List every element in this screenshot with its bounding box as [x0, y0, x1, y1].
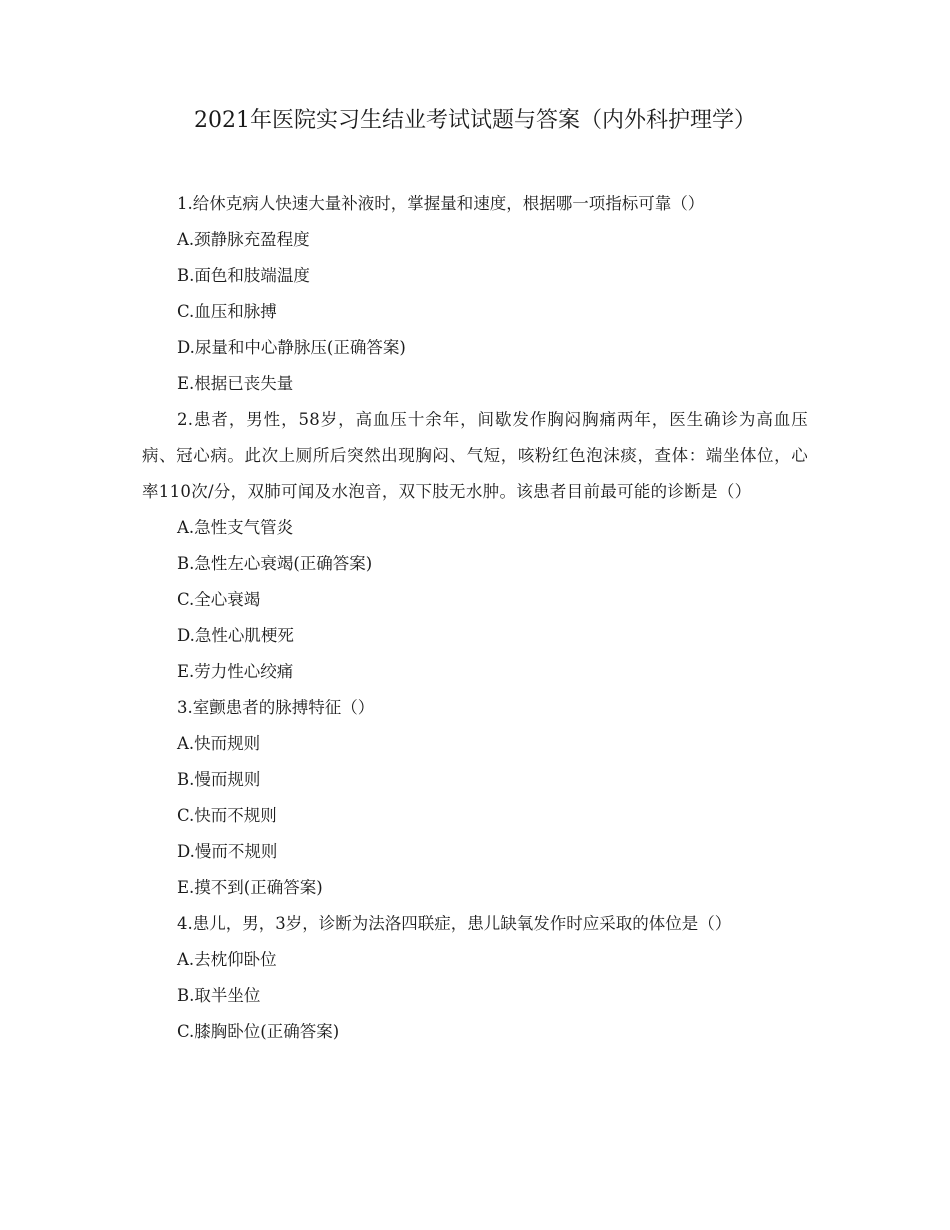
question-2-option-c: C.全心衰竭: [177, 590, 261, 609]
question-4-option-a: A.去枕仰卧位: [177, 950, 277, 969]
question-4-stem: 4.患儿，男，3岁，诊断为法洛四联症，患儿缺氧发作时应采取的体位是（）: [177, 914, 732, 933]
question-1-option-e: E.根据已丧失量: [177, 374, 294, 393]
question-3-option-c: C.快而不规则: [177, 806, 277, 825]
question-1-option-b: B.面色和肢端温度: [177, 266, 310, 285]
question-3-stem: 3.室颤患者的脉搏特征（）: [177, 698, 375, 717]
question-2-option-b: B.急性左心衰竭(正确答案): [177, 554, 373, 573]
question-2-option-e: E.劳力性心绞痛: [177, 662, 294, 681]
question-4-option-c: C.膝胸卧位(正确答案): [177, 1022, 340, 1041]
question-1-option-d: D.尿量和中心静脉压(正确答案): [177, 338, 406, 357]
question-3-option-e: E.摸不到(正确答案): [177, 878, 323, 897]
question-2-option-d: D.急性心肌梗死: [177, 626, 294, 645]
document-body: [142, 186, 808, 1050]
question-1-option-c: C.血压和脉搏: [177, 302, 277, 321]
question-2-stem: 2.患者，男性，58岁，高血压十余年，间歇发作胸闷胸痛两年，医生确诊为高血压病、冠心病。此次上厕所后突然出现胸闷、气短，咳粉红色泡沫痰，查体：端坐体位，心率110次/分，双肺可闻及水泡音，双下肢无水肿。该患者目前最可能的诊断是（）: [142, 410, 808, 501]
question-4-option-b: B.取半坐位: [177, 986, 261, 1005]
question-2-option-a: A.急性支气管炎: [177, 518, 294, 537]
question-3-option-a: A.快而规则: [177, 734, 261, 753]
question-3-option-d: D.慢而不规则: [177, 842, 278, 861]
question-1-stem: 1.给休克病人快速大量补液时，掌握量和速度，根据哪一项指标可靠（）: [177, 194, 705, 213]
question-1-option-a: A.颈静脉充盈程度: [177, 230, 310, 249]
document-title: 2021年医院实习生结业考试试题与答案（内外科护理学）: [194, 108, 756, 133]
question-3-option-b: B.慢而规则: [177, 770, 261, 789]
